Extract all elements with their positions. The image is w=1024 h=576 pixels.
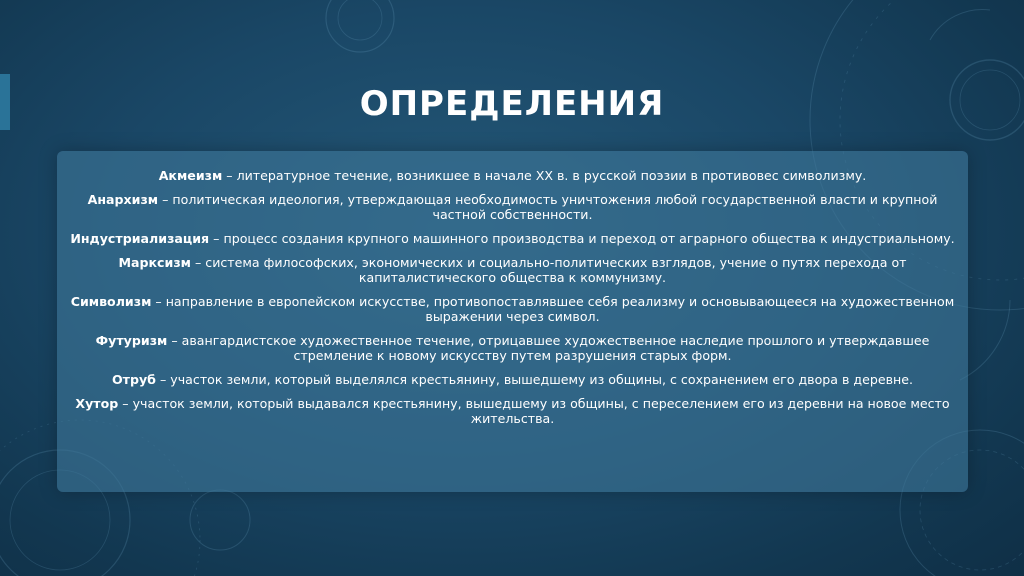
definition-text: авангардистское художественное течение, отрицавшее художественное наследие прошлого и утверждавшее стремление к новому искусству путем разрушения старых форм. [181,333,930,363]
definition-item [70,294,955,324]
definition-item [70,168,955,183]
definition-separator: – [155,372,171,387]
definition-separator: – [190,255,206,270]
definition-item [70,255,955,285]
definition-separator: – [222,168,237,183]
definition-separator: – [151,294,166,309]
definition-text: система философских, экономических и социально-политических взглядов, учение о путях перехода от капиталистического общества к коммунизму. [205,255,907,285]
definition-item [70,231,955,246]
definition-separator: – [167,333,182,348]
definition-separator: – [158,192,173,207]
definition-term: Хутор [75,396,119,411]
definition-separator: – [209,231,224,246]
definitions-list [70,168,955,435]
definition-term: Акмеизм [158,168,223,183]
definition-separator: – [118,396,133,411]
definition-term: Анархизм [87,192,159,207]
definition-text: участок земли, который выделялся крестьянину, вышедшему из общины, с сохранением его двора в деревне. [170,372,914,387]
definition-term: Индустриализация [70,231,210,246]
definition-term: Футуризм [95,333,168,348]
definition-text: направление в европейском искусстве, противопоставлявшее себя реализму и основывающееся на художественном выражении через символ. [165,294,955,324]
definition-text: политическая идеология, утверждающая необходимость уничтожения любой государственной власти и крупной частной собственности. [172,192,938,222]
slide-title: ОПРЕДЕЛЕНИЯ [359,84,665,124]
definition-term: Отруб [111,372,156,387]
definition-text: участок земли, который выдавался крестьянину, вышедшему из общины, с переселением его из деревни на новое место жительства. [132,396,950,426]
definition-text: литературное течение, возникшее в начале XX в. в русской поэзии в противовес символизму. [236,168,867,183]
definition-text: процесс создания крупного машинного производства и переход от аграрного общества к индустриальному. [223,231,955,246]
definition-item [70,333,955,363]
definition-item [70,372,955,387]
definition-item [70,192,955,222]
definition-item [70,396,955,426]
definition-term: Марксизм [118,255,191,270]
definition-term: Символизм [70,294,152,309]
